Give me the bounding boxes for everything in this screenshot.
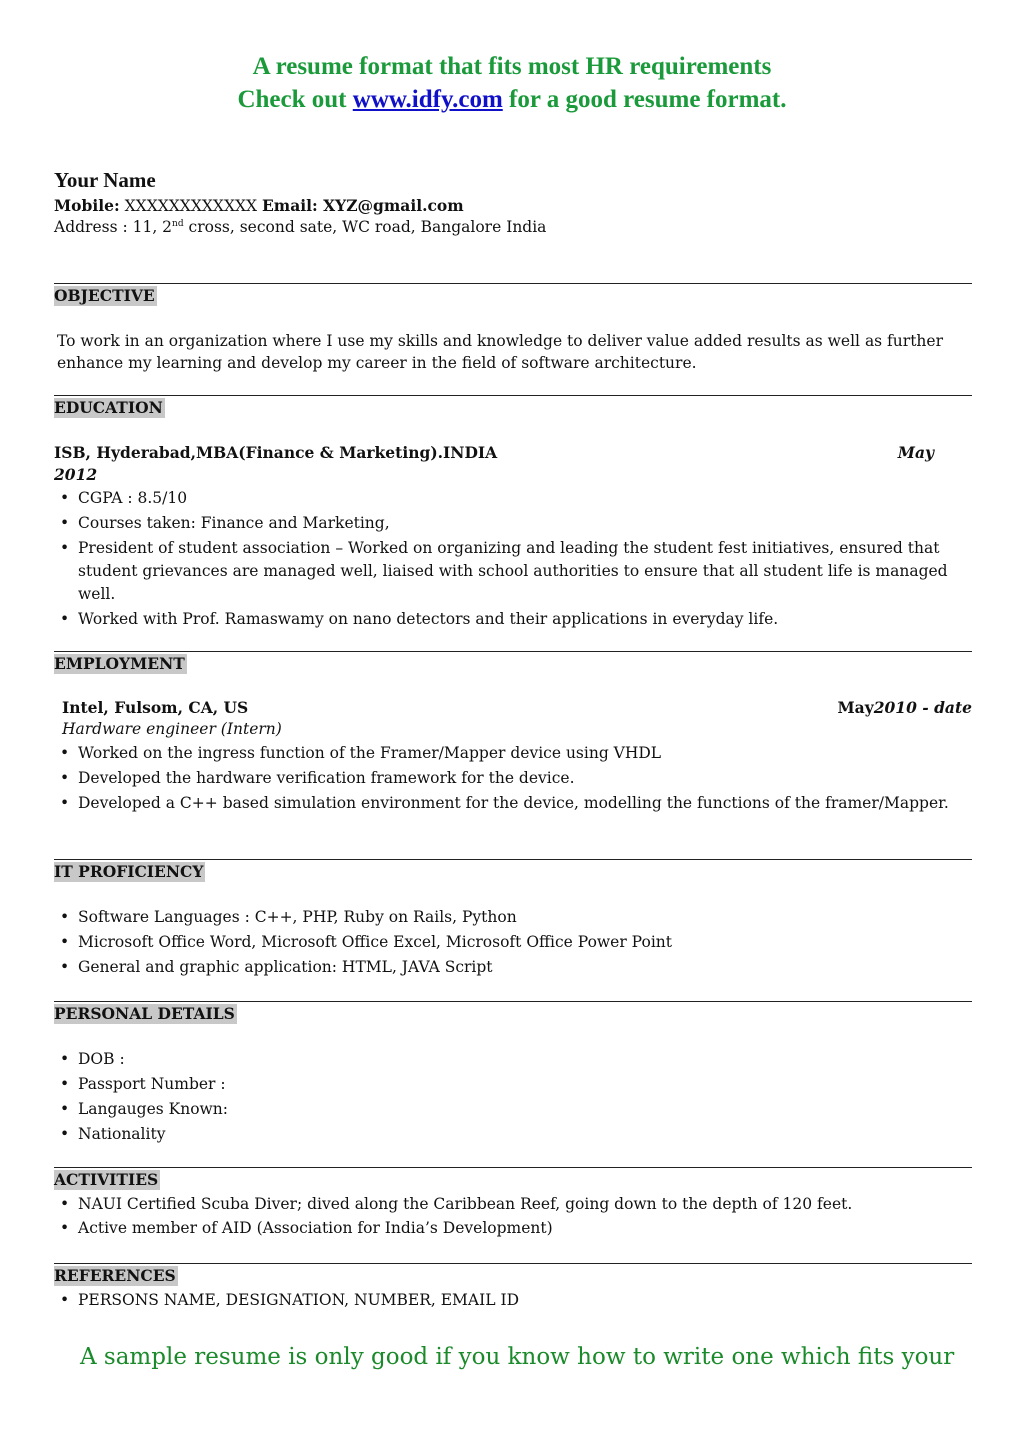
promo-banner: [0, 50, 1024, 116]
list-item: • Developed the hardware verification framework for the device.: [54, 767, 972, 790]
banner-prefix: Check out: [237, 86, 353, 113]
section-title-employment: EMPLOYMENT: [54, 654, 185, 673]
list-item: • Courses taken: Finance and Marketing,: [54, 512, 972, 535]
section-title-personal-details: PERSONAL DETAILS: [54, 1004, 235, 1023]
footer-tagline: A sample resume is only good if you know how to write one which fits your: [80, 1344, 955, 1370]
candidate-name: Your Name: [54, 168, 156, 192]
section-title-education: EDUCATION: [54, 398, 163, 417]
contact-line: [54, 196, 464, 215]
list-item: • NAUI Certified Scuba Diver; dived along the Caribbean Reef, going down to the depth of 120 feet.: [54, 1193, 972, 1216]
education-header: [54, 443, 972, 462]
education-year: 2012: [54, 465, 98, 484]
list-item: • Passport Number :: [54, 1073, 972, 1096]
education-month: May: [897, 443, 934, 462]
divider: [54, 395, 972, 396]
employment-company: Intel, Fulsom, CA, US: [62, 698, 249, 717]
list-item: • Developed a C++ based simulation environment for the device, modelling the functions of the framer/Mapper.: [54, 792, 972, 815]
divider: [54, 859, 972, 860]
list-item: • Microsoft Office Word, Microsoft Office Excel, Microsoft Office Power Point: [54, 931, 972, 954]
list-item: • President of student association – Worked on organizing and leading the student fest initiatives, ensured that student grievances are managed well, liaised with school authorities to ensure that all student life is managed well.: [54, 537, 972, 606]
section-title-objective: OBJECTIVE: [54, 286, 155, 305]
education-bullets: [54, 487, 972, 631]
divider: [54, 1167, 972, 1168]
divider: [54, 283, 972, 284]
email-text: Email: XYZ@gmail.com: [261, 196, 464, 215]
list-item: • Worked with Prof. Ramaswamy on nano detectors and their applications in everyday life.: [54, 608, 972, 631]
employment-bullets: [54, 742, 972, 815]
list-item: • Worked on the ingress function of the Framer/Mapper device using VHDL: [54, 742, 972, 765]
list-item: • Active member of AID (Association for India’s Development): [54, 1217, 972, 1240]
banner-suffix: for a good resume format.: [502, 86, 787, 113]
references-bullets: [54, 1289, 972, 1312]
banner-line-1: A resume format that fits most HR requirements: [252, 53, 772, 80]
section-title-it-proficiency: IT PROFICIENCY: [54, 862, 204, 881]
list-item: • Nationality: [54, 1123, 972, 1146]
address-prefix: Address : 11, 2: [54, 218, 173, 236]
personal-bullets: [54, 1048, 972, 1146]
education-school: ISB, Hyderabad,MBA(Finance & Marketing).INDIA: [54, 443, 498, 462]
list-item: • DOB :: [54, 1048, 972, 1071]
objective-text: To work in an organization where I use my skills and knowledge to deliver value added results as well as further enhance my learning and develop my career in the field of software architecture.: [57, 332, 943, 372]
divider: [54, 1263, 972, 1264]
section-title-references: REFERENCES: [54, 1266, 176, 1285]
education-year-row: [54, 465, 972, 484]
it-bullets: [54, 906, 972, 979]
activities-bullets: [54, 1193, 972, 1240]
list-item: • CGPA : 8.5/10: [54, 487, 972, 510]
list-item: • Software Languages : C++, PHP, Ruby on Rails, Python: [54, 906, 972, 929]
address-sup: nd: [172, 218, 184, 229]
list-item: • Langauges Known:: [54, 1098, 972, 1121]
list-item: • General and graphic application: HTML, JAVA Script: [54, 956, 972, 979]
mobile-value: XXXXXXXXXXXX: [119, 197, 262, 215]
employment-header: [62, 698, 972, 717]
divider: [54, 1001, 972, 1002]
idfy-link[interactable]: www.idfy.com: [352, 86, 503, 113]
address-suffix: cross, second sate, WC road, Bangalore India: [183, 218, 547, 236]
mobile-label: Mobile:: [54, 196, 120, 215]
employment-role: Hardware engineer (Intern): [62, 720, 282, 738]
section-title-activities: ACTIVITIES: [54, 1170, 159, 1189]
banner-line-2: [0, 83, 1024, 116]
employment-date: May2010 - date: [837, 698, 972, 717]
address-line: [54, 218, 546, 236]
list-item: • PERSONS NAME, DESIGNATION, NUMBER, EMAIL ID: [54, 1289, 972, 1312]
divider: [54, 651, 972, 652]
